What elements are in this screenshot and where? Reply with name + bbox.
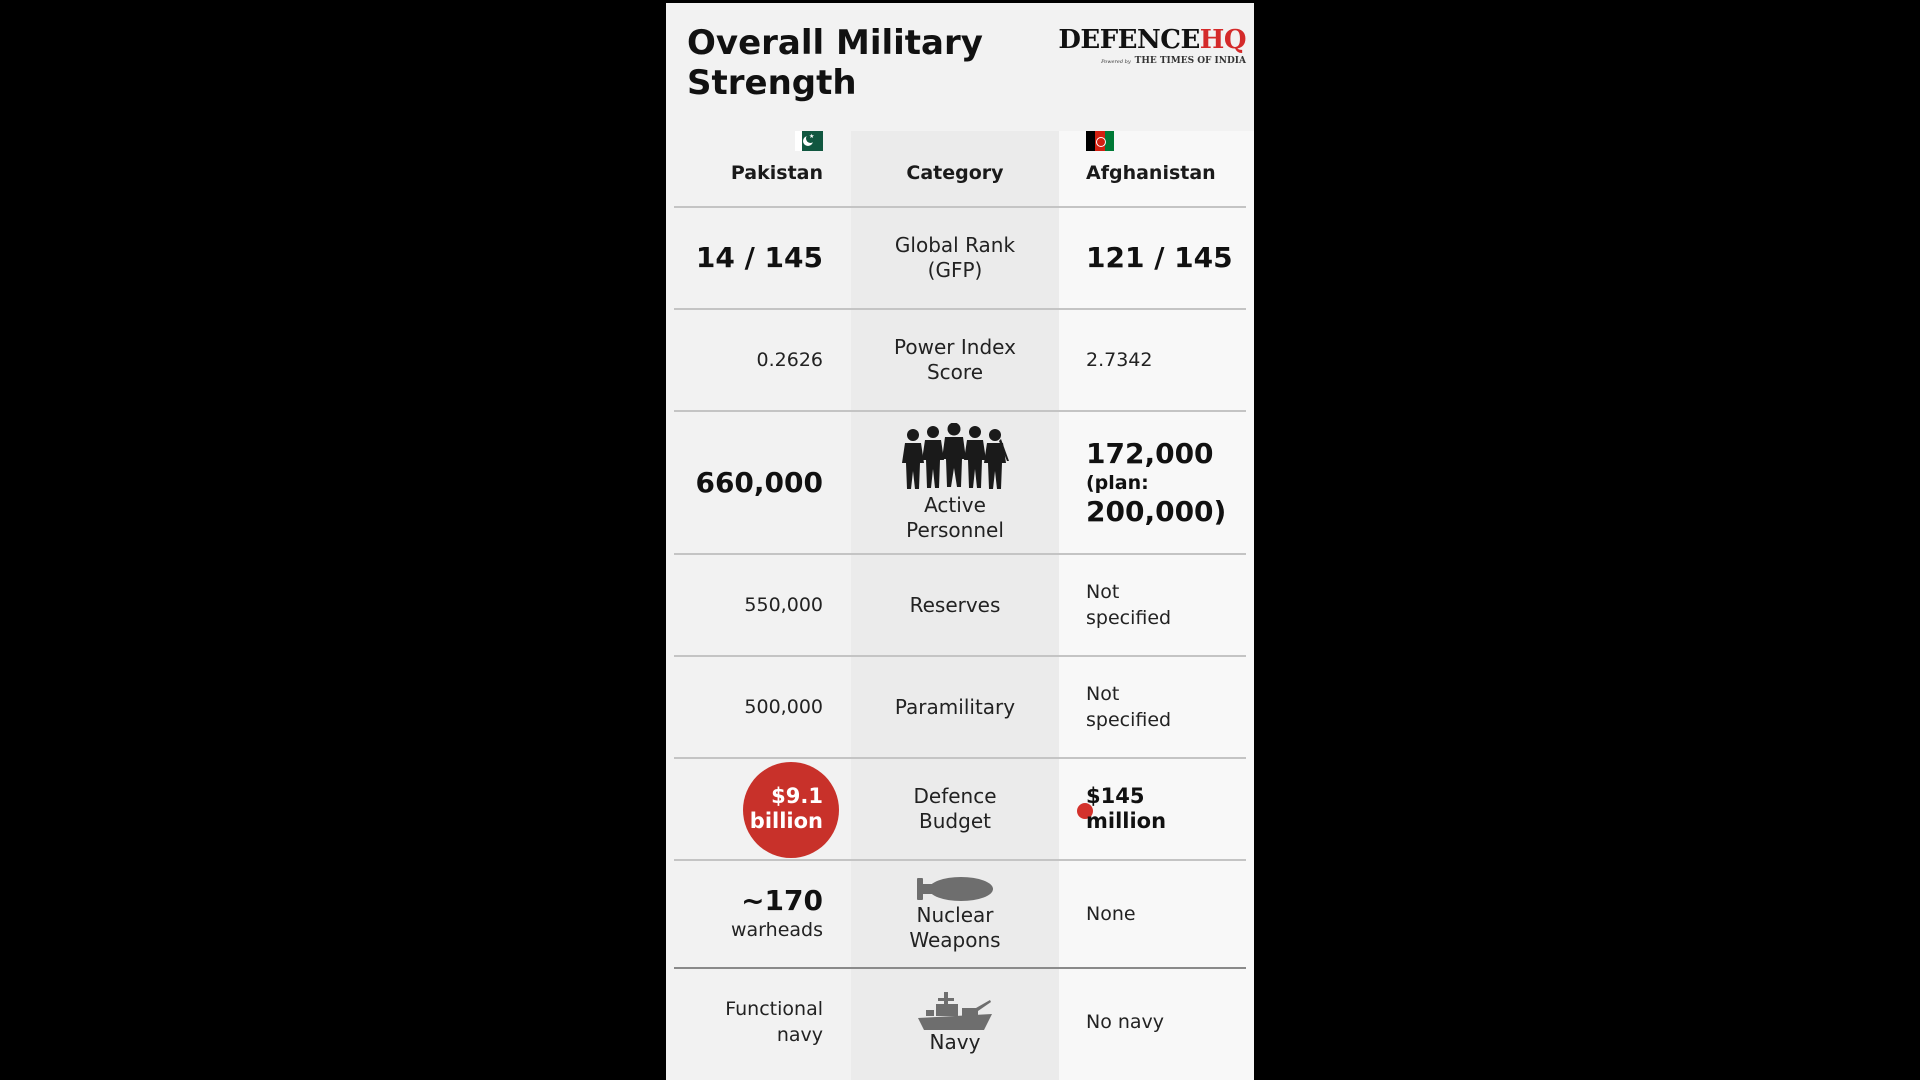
table-row-defence-budget-category xyxy=(851,759,1059,859)
logo-tagline xyxy=(1058,55,1246,68)
pakistan-flag-icon: ★ xyxy=(795,131,823,151)
cell-value: $145 xyxy=(1086,784,1145,808)
cell-value: No navy xyxy=(1086,1011,1165,1033)
table-row-global-rank-afghanistan xyxy=(1086,208,1246,308)
logo-wordmark xyxy=(1058,25,1246,55)
category-label: Weapons xyxy=(909,928,1001,952)
cell-value: billion xyxy=(749,809,823,833)
cell-value: None xyxy=(1086,903,1136,925)
table-row-nuclear-category xyxy=(851,861,1059,967)
afghanistan-flag-icon xyxy=(1086,131,1114,151)
cell-value: 0.2626 xyxy=(756,349,823,371)
table-row-power-index-pakistan xyxy=(676,310,823,410)
cell-value: 500,000 xyxy=(744,696,823,718)
defencehq-logo xyxy=(1058,25,1246,68)
cell-value: 200,000) xyxy=(1086,494,1227,528)
warship-icon xyxy=(918,990,992,1030)
table-row-defence-budget-afghanistan xyxy=(1086,759,1246,859)
table-row-global-rank-pakistan xyxy=(676,208,823,308)
cell-value: warheads xyxy=(731,919,823,941)
category-label: Budget xyxy=(919,809,991,833)
page-title xyxy=(687,23,983,103)
cell-value: Functional xyxy=(725,998,823,1020)
category-label: Score xyxy=(926,360,983,384)
table-row-reserves-afghanistan xyxy=(1086,555,1246,655)
table-row-power-index-afghanistan xyxy=(1086,310,1246,410)
cell-value: ~170 xyxy=(741,884,823,917)
table-row-power-index-category xyxy=(851,310,1059,410)
cell-value: 121 / 145 xyxy=(1086,241,1233,274)
title-line-1: Overall Military xyxy=(687,23,983,63)
title-line-2: Strength xyxy=(687,63,857,103)
category-label: Power Index xyxy=(894,335,1016,359)
table-row-paramilitary-pakistan xyxy=(676,657,823,757)
category-label: Defence xyxy=(913,784,997,808)
soldiers-icon xyxy=(899,423,1011,493)
logo-powered-by: Powered by xyxy=(1101,59,1131,65)
category-label: Nuclear xyxy=(916,903,994,927)
cell-value: navy xyxy=(776,1024,823,1046)
category-label: Paramilitary xyxy=(894,694,1016,719)
header-category: Category xyxy=(906,162,1004,184)
category-label: Global Rank xyxy=(894,233,1016,257)
cell-value: Not xyxy=(1086,581,1120,603)
category-label: Personnel xyxy=(906,517,1004,542)
header-pakistan: Pakistan xyxy=(730,162,823,184)
table-row-defence-budget-pakistan xyxy=(676,759,823,859)
table-row-navy-pakistan xyxy=(676,969,823,1075)
table-row-global-rank-category xyxy=(851,208,1059,308)
cell-value: $9.1 xyxy=(771,784,823,808)
category-label: Reserves xyxy=(909,592,1001,617)
cell-value: 172,000 xyxy=(1086,436,1214,470)
table-row-paramilitary-category xyxy=(851,657,1059,757)
cell-value: million xyxy=(1086,809,1167,833)
table-row-active-personnel-pakistan xyxy=(676,412,823,553)
cell-value: specified xyxy=(1086,607,1172,629)
comparison-card xyxy=(666,3,1254,1080)
table-row-navy-afghanistan xyxy=(1086,969,1246,1075)
cell-value: 2.7342 xyxy=(1086,349,1153,371)
table-row-reserves-category xyxy=(851,555,1059,655)
table-row-reserves-pakistan xyxy=(676,555,823,655)
cell-value: specified xyxy=(1086,709,1172,731)
table-row-nuclear-pakistan xyxy=(676,861,823,967)
bomb-icon xyxy=(917,875,993,903)
cell-value: 660,000 xyxy=(695,465,823,499)
table-row-nuclear-afghanistan xyxy=(1086,861,1246,967)
logo-part-hq: HQ xyxy=(1199,25,1246,55)
table-row-active-personnel-afghanistan xyxy=(1086,412,1246,553)
table-row-paramilitary-afghanistan xyxy=(1086,657,1246,757)
cell-value: 550,000 xyxy=(744,594,823,616)
category-label: Navy xyxy=(929,1029,981,1054)
cell-value: 14 / 145 xyxy=(695,241,823,274)
category-label: Active xyxy=(924,492,986,517)
table-row-navy-category xyxy=(851,969,1059,1075)
logo-publisher: THE TIMES OF INDIA xyxy=(1134,56,1246,66)
cell-value: Not xyxy=(1086,683,1120,705)
category-label: (GFP) xyxy=(927,258,983,282)
table-row-active-personnel-category xyxy=(851,412,1059,553)
logo-part-defence: DEFENCE xyxy=(1058,25,1200,55)
cell-value-note: (plan: xyxy=(1086,471,1149,494)
header-afghanistan: Afghanistan xyxy=(1086,162,1216,184)
